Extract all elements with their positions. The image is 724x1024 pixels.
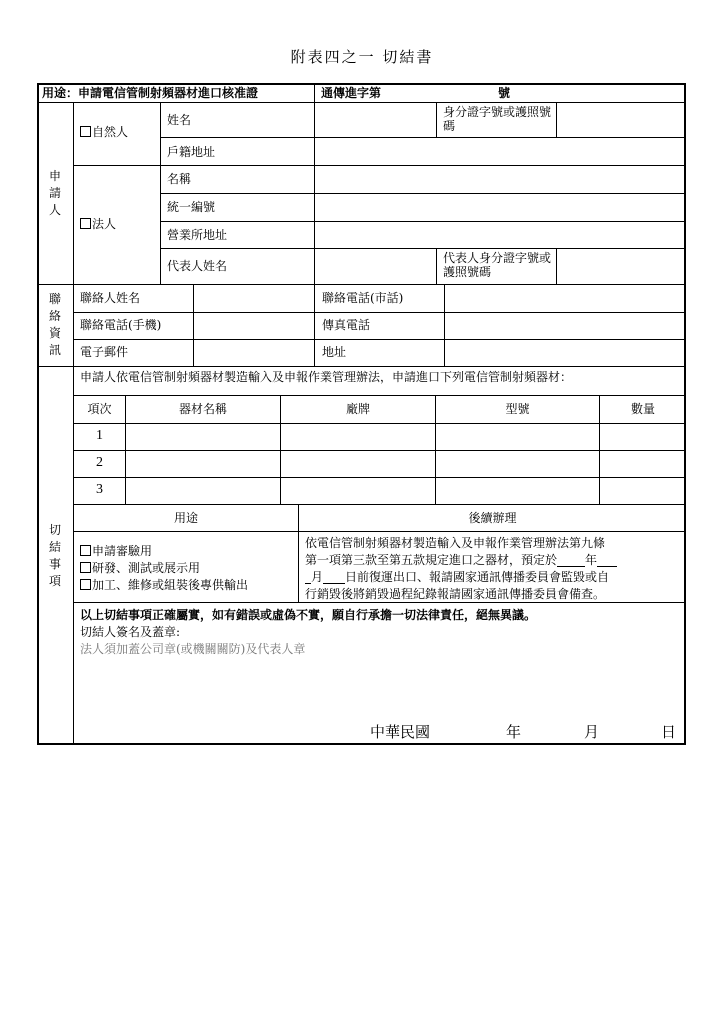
divider [73, 531, 686, 532]
divider [73, 395, 686, 396]
divider [444, 284, 445, 366]
certification-label: 申請審驗用 [92, 544, 153, 558]
doc-number-suffix: 號 [498, 86, 511, 100]
fax-label: 傳真電話 [322, 318, 371, 332]
phone-city-label: 聯絡電話(市話) [322, 291, 404, 305]
year-blank[interactable] [557, 554, 585, 567]
affidavit-intro: 申請人依電信管制射頻器材製造輸入及申報作業管理辦法，申請進口下列電信管制射頻器材： [80, 370, 573, 384]
table-row-number: 2 [96, 455, 103, 470]
followup-text-line4: 行銷毀後將銷毀過程紀錄報請國家通訊傳播委員會備查。 [305, 587, 606, 601]
divider [37, 366, 686, 367]
col-header-equipment-name: 器材名稱 [178, 402, 227, 416]
month-blank-start[interactable] [597, 554, 617, 567]
table-row-number: 3 [96, 482, 103, 497]
purpose-option-certification[interactable] [80, 544, 152, 558]
business-address-field[interactable] [316, 223, 684, 246]
date-month: 月 [584, 723, 600, 741]
natural-person-option[interactable] [80, 125, 128, 139]
contact-name-field[interactable] [195, 286, 312, 310]
juridical-person-option[interactable] [80, 217, 116, 231]
natural-person-label: 自然人 [92, 125, 129, 139]
name-field[interactable] [316, 104, 434, 135]
email-label: 電子郵件 [80, 345, 129, 359]
divider [160, 193, 686, 194]
divider [436, 102, 437, 137]
signature-label: 切結人簽名及蓋章: [80, 625, 181, 639]
divider [73, 165, 686, 166]
registered-address-label: 戶籍地址 [167, 145, 216, 159]
divider [73, 504, 686, 505]
divider [314, 83, 315, 102]
purpose-option-processing[interactable] [80, 578, 248, 592]
divider [314, 284, 315, 366]
processing-label: 加工、維修或組裝後專供輸出 [92, 578, 249, 592]
juridical-person-label: 法人 [92, 217, 117, 231]
divider [73, 602, 686, 603]
fax-field[interactable] [446, 314, 684, 337]
phone-mobile-label: 聯絡電話(手機) [80, 318, 162, 332]
contact-section-label: 聯絡資訊 [48, 292, 61, 357]
col-header-item-no: 項次 [87, 402, 112, 416]
phone-mobile-field[interactable] [195, 314, 312, 337]
followup-text-line3 [305, 570, 609, 584]
day-blank[interactable] [323, 571, 345, 584]
rnd-label: 研發、測試或展示用 [92, 561, 201, 575]
name-label: 姓名 [167, 113, 192, 127]
page-title: 附表四之一 切結書 [290, 48, 434, 66]
signature-area[interactable] [75, 660, 684, 720]
registered-address-field[interactable] [316, 139, 684, 163]
divider [160, 248, 686, 249]
rnd-checkbox[interactable] [80, 562, 91, 573]
representative-name-field[interactable] [316, 250, 434, 282]
email-field[interactable] [195, 341, 312, 364]
divider [73, 102, 74, 745]
declaration-text: 以上切結事項正確屬實，如有錯誤或虛偽不實，願自行承擔一切法律責任，絕無異議。 [80, 608, 537, 622]
divider [73, 477, 686, 478]
unified-number-label: 統一編號 [167, 200, 216, 214]
representative-name-label: 代表人姓名 [167, 259, 228, 273]
divider [160, 137, 686, 138]
divider [556, 102, 557, 137]
phone-city-field[interactable] [446, 286, 684, 310]
followup-header: 後續辦理 [468, 511, 517, 525]
id-number-field[interactable] [558, 104, 684, 135]
purpose-header: 用途 [173, 511, 198, 525]
business-address-label: 營業所地址 [167, 228, 228, 242]
divider [37, 284, 686, 285]
affidavit-section-label: 切結事項 [48, 523, 61, 588]
processing-checkbox[interactable] [80, 579, 91, 590]
date-prefix: 中華民國 [370, 723, 431, 741]
divider [73, 423, 686, 424]
unified-number-field[interactable] [316, 195, 684, 219]
id-number-label: 身分證字號或護照號碼 [443, 105, 552, 133]
applicant-section-label: 申請人 [48, 169, 61, 217]
divider [436, 248, 437, 284]
date-year: 年 [506, 723, 522, 741]
month-label: 月 [311, 570, 324, 584]
address-label: 地址 [322, 345, 347, 359]
doc-number-prefix: 通傳進字第 [321, 86, 382, 100]
juridical-person-checkbox[interactable] [80, 218, 91, 229]
certification-checkbox[interactable] [80, 545, 91, 556]
divider [160, 221, 686, 222]
followup-text: 第一項第三款至第五款規定進口之器材，預定於 [305, 553, 558, 567]
contact-name-label: 聯絡人姓名 [80, 291, 141, 305]
org-name-field[interactable] [316, 167, 684, 191]
year-label: 年 [585, 553, 598, 567]
col-header-model: 型號 [505, 402, 530, 416]
divider [37, 102, 686, 103]
address-field[interactable] [446, 341, 684, 364]
col-header-brand: 廠牌 [345, 402, 370, 416]
purpose-option-rnd[interactable] [80, 561, 200, 575]
purpose-label: 用途：申請電信管制射頻器材進口核准證 [42, 86, 259, 100]
divider [193, 284, 194, 366]
divider [73, 312, 686, 313]
table-row-number: 1 [96, 428, 103, 443]
divider [314, 102, 315, 284]
seal-note: 法人須加蓋公司章(或機關關防)及代表人章 [80, 642, 306, 656]
org-name-label: 名稱 [167, 172, 192, 186]
col-header-quantity: 數量 [630, 402, 655, 416]
divider [160, 102, 161, 284]
representative-id-label: 代表人身分證字號或護照號碼 [443, 251, 552, 279]
followup-text-line2 [305, 553, 617, 567]
natural-person-checkbox[interactable] [80, 126, 91, 137]
representative-id-field[interactable] [558, 250, 684, 282]
divider [556, 248, 557, 284]
divider [73, 339, 686, 340]
followup-text-line1: 依電信管制射頻器材製造輸入及申報作業管理辦法第九條 [305, 536, 606, 550]
followup-text: 日前復運出口、報請國家通訊傳播委員會監毀或自 [345, 570, 610, 584]
divider [73, 450, 686, 451]
date-day: 日 [661, 723, 677, 741]
